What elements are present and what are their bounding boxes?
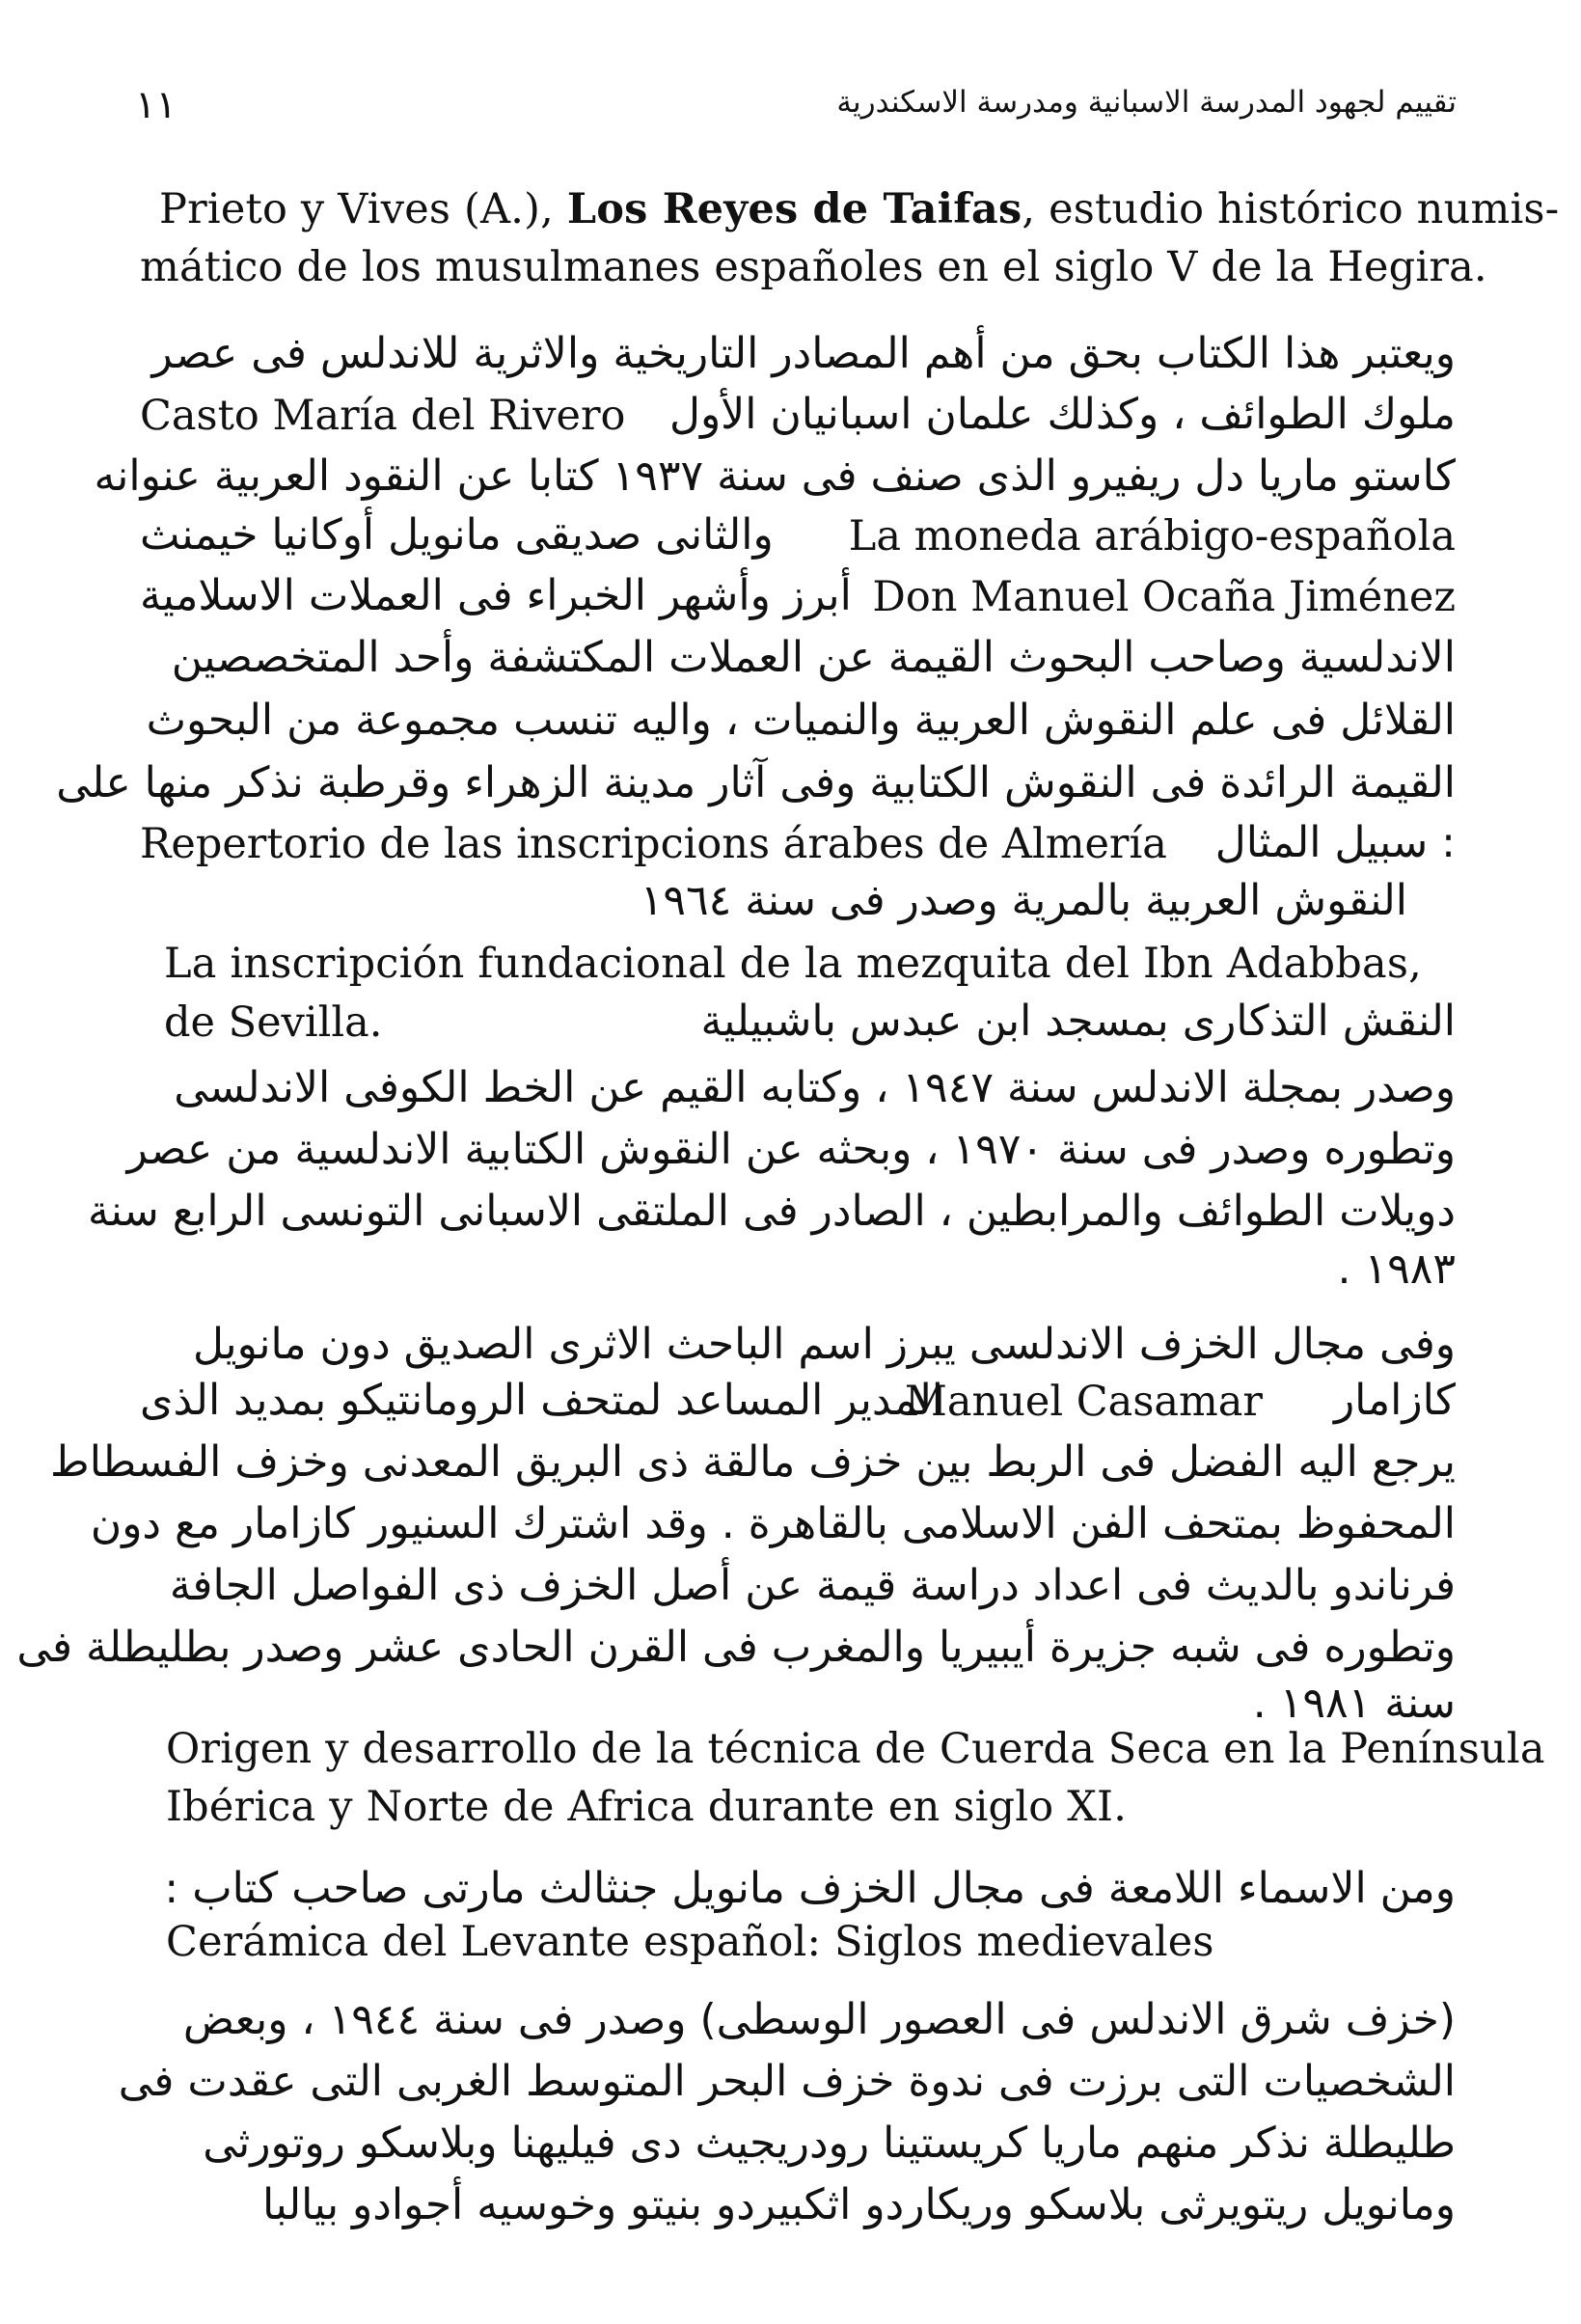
paragraph-line: وتطوره فى شبه جزيرة أيبيريا والمغرب فى القرن الحادى عشر وصدر بطليطلة فى [16,1623,1456,1672]
paragraph-line: دويلات الطوائف والمرابطين ، الصادر فى الملتقى الاسبانى التونسى الرابع سنة [88,1187,1456,1236]
latin-name: Casto María del Rivero [140,392,626,440]
paragraph-line: ويعتبر هذا الكتاب بحق من أهم المصادر التاريخية والاثرية للاندلس فى عصر [151,329,1456,378]
latin-title-line1: Origen y desarrollo de la técnica de Cuerda Seca en la Península [166,1725,1545,1773]
arabic-text: ملوك الطوائف ، وكذلك علمان اسبانيان الأول [668,390,1456,439]
citation-prieto-line2: mático de los musulmanes españoles en el siglo V de la Hegira. [140,243,1487,291]
paragraph-line: فرناندو بالديث فى اعداد دراسة قيمة عن أصل الخزف ذى الفواصل الجافة [169,1561,1456,1610]
latin-title: La moneda arábigo-española [848,512,1456,560]
arabic-text: أبرز وأشهر الخبراء فى العملات الاسلامية [140,571,852,620]
citation-title: Los Reyes de Taifas [566,185,1022,233]
latin-title: Repertorio de las inscripcions árabes de Almería [140,820,1167,868]
page-header [135,83,1457,141]
paragraph-line: كاستو ماريا دل ريفيرو الذى صنف فى سنة ١٩٣٧ كتابا عن النقود العربية عنوانه [94,451,1456,501]
paragraph-line: القلائل فى علم النقوش العربية والنميات ، واليه تنسب مجموعة من البحوث [146,696,1456,745]
paragraph-line: طليطلة نذكر منهم ماريا كريستينا رودريجيث دى فيليهنا وبلاسكو روتورثى [203,2119,1456,2168]
running-title: تقييم لجهود المدرسة الاسبانية ومدرسة الاسكندرية [836,85,1457,120]
paragraph-line: يرجع اليه الفضل فى الربط بين خزف مالقة ذى البريق المعدنى وخزف الفسطاط [50,1437,1456,1487]
arabic-text: المدير المساعد لمتحف الرومانتيكو بمديد الذى [140,1376,944,1425]
citation-author: Prieto y Vives (A.), [159,185,567,233]
paragraph-line: (خزف شرق الاندلس فى العصور الوسطى) وصدر فى سنة ١٩٤٤ ، وبعض [182,1995,1456,2044]
paragraph-line: الشخصيات التى برزت فى ندوة خزف البحر المتوسط الغربى التى عقدت فى [118,2057,1456,2106]
paragraph-line-mixed [140,1376,1456,1428]
latin-title-line2: Ibérica y Norte de Africa durante en siglo XI. [166,1783,1128,1831]
paragraph-line-mixed [140,390,1456,442]
paragraph-line-mixed [140,510,1456,562]
paragraph-line-mixed [140,818,1456,870]
paragraph-line: النقوش العربية بالمرية وصدر فى سنة ١٩٦٤ [640,876,1407,925]
arabic-text: كازامار [1333,1376,1456,1425]
citation-description: , estudio histórico numis- [1022,185,1560,233]
paragraph-line: القيمة الرائدة فى النقوش الكتابية وفى آثار مدينة الزهراء وقرطبة نذكر منها على [56,758,1456,807]
paragraph-line-mixed [164,997,1456,1049]
page-number: ١١ [135,83,177,127]
latin-title-line2: de Sevilla. [164,998,383,1047]
paragraph-line: ومانويل ريتويرثى بلاسكو وريكاردو اثكبيردو بنيتو وخوسيه أجوادو بيالبا [262,2180,1456,2229]
latin-name: Manuel Casamar [904,1378,1263,1426]
latin-name: Don Manuel Ocaña Jiménez [872,573,1456,621]
citation-prieto-line1 [159,185,1560,233]
latin-title: Cerámica del Levante español: Siglos medievales [166,1918,1214,1966]
paragraph-line: الاندلسية وصاحب البحوث القيمة عن العملات المكتشفة وأحد المتخصصين [171,633,1456,682]
arabic-text: : سبيل المثال [1214,818,1456,867]
paragraph-line: ١٩٨٣ . [1337,1244,1456,1294]
arabic-text: النقش التذكارى بمسجد ابن عبدس باشبيلية [700,997,1456,1046]
paragraph-line: وتطوره وصدر فى سنة ١٩٧٠ ، وبحثه عن النقوش الكتابية الاندلسية من عصر [126,1125,1456,1174]
arabic-text: والثانى صديقى مانويل أوكانيا خيمنث [140,510,774,560]
paragraph-line: وفى مجال الخزف الاندلسى يبرز اسم الباحث الاثرى الصديق دون مانويل [193,1320,1456,1369]
paragraph-line-mixed [140,571,1456,623]
paragraph-line: وصدر بمجلة الاندلس سنة ١٩٤٧ ، وكتابه القيم عن الخط الكوفى الاندلسى [174,1063,1456,1112]
paragraph-line: ومن الاسماء اللامعة فى مجال الخزف مانويل جنثالث مارتى صاحب كتاب : [164,1864,1456,1913]
latin-title-line1: La inscripción fundacional de la mezquita del Ibn Adabbas, [164,940,1422,988]
paragraph-line: سنة ١٩٨١ . [1252,1679,1456,1728]
paragraph-line: المحفوظ بمتحف الفن الاسلامى بالقاهرة . وقد اشترك السنيور كازامار مع دون [90,1499,1456,1548]
